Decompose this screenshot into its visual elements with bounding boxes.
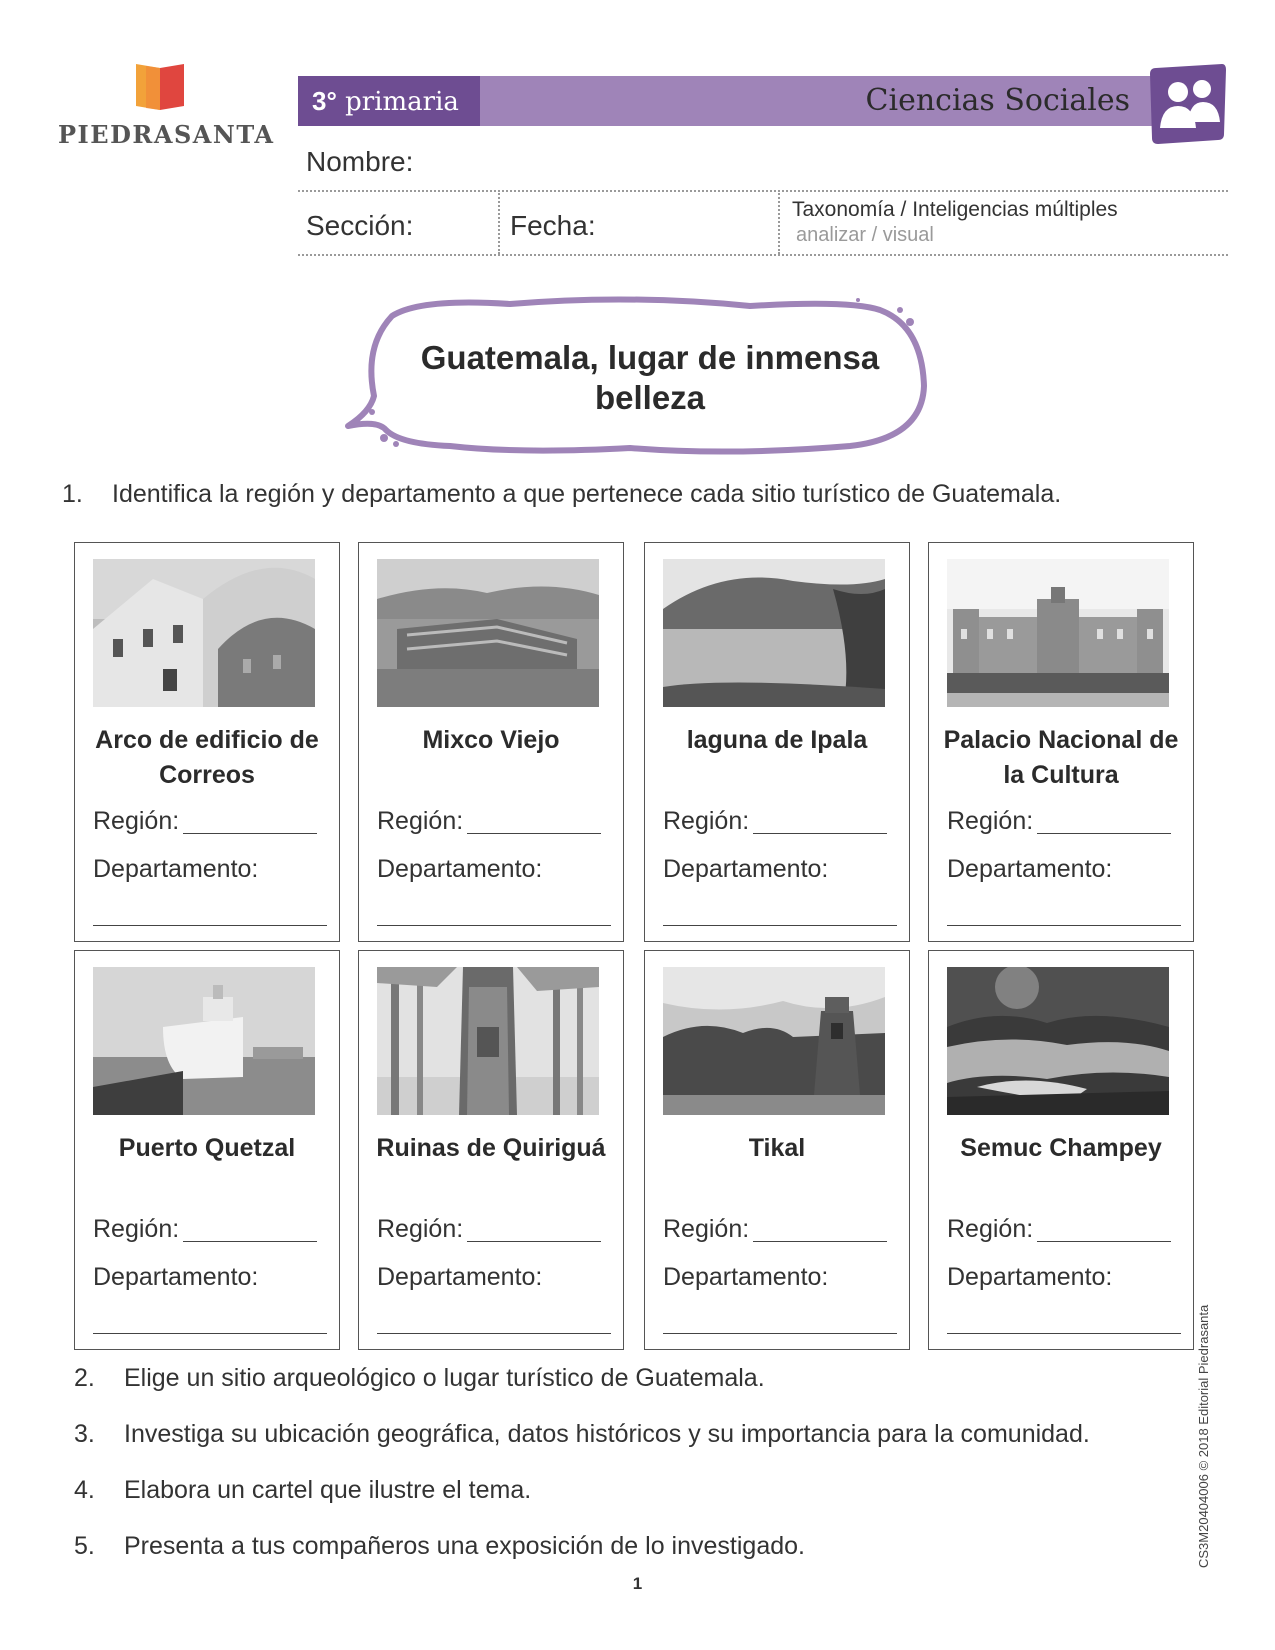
department-label: Departamento: [947,1263,1113,1291]
department-label: Departamento: [947,855,1113,883]
department-answer-line[interactable] [377,1333,611,1334]
divider [778,190,780,254]
photo-laguna-ipala [663,559,885,707]
title-line-1: Guatemala, lugar de inmensa [420,339,880,376]
region-answer-line[interactable] [1037,1241,1171,1242]
pyramid-photo-icon [663,967,885,1115]
site-card-puerto-quetzal [74,950,340,1350]
subject-title: Ciencias Sociales [865,83,1130,118]
site-card-tikal [644,950,910,1350]
brand-logo [58,60,275,150]
region-answer-line[interactable] [1037,833,1171,834]
divider [498,190,500,254]
palace-photo-icon [947,559,1169,707]
instruction-text: Presenta a tus compañeros una exposición de lo investigado. [124,1532,805,1560]
department-answer-line[interactable] [663,1333,897,1334]
site-title: Arco de edificio de Correos [95,726,319,789]
instruction-text: Elige un sitio arqueológico o lugar turístico de Guatemala. [124,1364,765,1392]
region-label: Región: [947,1215,1034,1243]
department-answer-line[interactable] [93,1333,327,1334]
people-icon [1148,62,1228,148]
department-label: Departamento: [93,855,259,883]
site-card-laguna-ipala [644,542,910,942]
department-label: Departamento: [377,1263,543,1291]
region-answer-line[interactable] [183,1241,317,1242]
site-title: Mixco Viejo [422,726,560,754]
photo-semuc-champey [947,967,1169,1115]
site-title: Semuc Champey [960,1134,1162,1162]
site-title: Tikal [748,1134,806,1162]
site-card-palacio-nacional [928,542,1194,942]
department-answer-line[interactable] [947,1333,1181,1334]
region-answer-line[interactable] [467,833,601,834]
grade-number: 3° [312,86,337,116]
region-label: Región: [663,807,750,835]
department-answer-line[interactable] [377,925,611,926]
instruction-text: Elabora un cartel que ilustre el tema. [124,1476,532,1504]
ruins-photo-icon [377,559,599,707]
region-label: Región: [93,1215,180,1243]
title-line-2: belleza [594,379,706,416]
department-label: Departamento: [663,855,829,883]
grade-label [298,76,480,126]
instruction-2 [74,1364,765,1393]
instruction-text: Identifica la región y departamento a que pertenece cada sitio turístico de Guatemala. [112,480,1062,508]
instruction-1 [62,480,1061,509]
department-answer-line[interactable] [93,925,327,926]
site-title: Palacio Nacional de la Cultura [943,726,1179,789]
department-label: Departamento: [377,855,543,883]
instruction-number: 1. [62,480,83,508]
site-card-arco-correos [74,542,340,942]
ship-photo-icon [93,967,315,1115]
region-label: Región: [947,807,1034,835]
stela-photo-icon [377,967,599,1115]
instruction-number: 3. [74,1420,95,1448]
instruction-3 [74,1420,1090,1449]
photo-mixco-viejo [377,559,599,707]
site-title: laguna de Ipala [686,726,868,754]
book-logo-icon [134,60,186,112]
taxonomy-label: Taxonomía / Inteligencias múltiples [792,198,1118,221]
instruction-text: Investiga su ubicación geográfica, datos históricos y su importancia para la comunidad. [124,1420,1090,1448]
taxonomy-value: analizar / visual [796,224,934,246]
river-photo-icon [947,967,1169,1115]
grade-text: primaria [345,87,459,117]
site-card-semuc-champey [928,950,1194,1350]
divider [298,254,1228,256]
instruction-number: 2. [74,1364,95,1392]
department-label: Departamento: [93,1263,259,1291]
photo-quirigua [377,967,599,1115]
site-card-mixco-viejo [358,542,624,942]
building-arch-photo-icon [93,559,315,707]
department-label: Departamento: [663,1263,829,1291]
page-number: 1 [632,1574,643,1593]
instruction-5 [74,1532,805,1561]
photo-palacio-nacional [947,559,1169,707]
page-title [390,338,910,418]
instruction-4 [74,1476,531,1505]
header-band [298,76,1158,126]
region-answer-line[interactable] [753,1241,887,1242]
site-title: Puerto Quetzal [118,1134,296,1162]
department-answer-line[interactable] [947,925,1181,926]
copyright-text: CS3M20404006 © 2018 Editorial Piedrasanta [1196,1304,1211,1568]
region-label: Región: [377,1215,464,1243]
region-label: Región: [377,807,464,835]
region-answer-line[interactable] [183,833,317,834]
instruction-number: 5. [74,1532,95,1560]
photo-arco-correos [93,559,315,707]
date-label: Fecha: [510,210,596,241]
department-answer-line[interactable] [663,925,897,926]
name-label: Nombre: [306,146,414,177]
divider [298,190,1228,192]
region-label: Región: [93,807,180,835]
brand-name: PIEDRASANTA [58,120,275,149]
site-title: Ruinas de Quiriguá [376,1134,606,1162]
region-label: Región: [663,1215,750,1243]
region-answer-line[interactable] [467,1241,601,1242]
lake-photo-icon [663,559,885,707]
section-label: Sección: [306,210,414,241]
instruction-number: 4. [74,1476,95,1504]
site-card-quirigua [358,950,624,1350]
photo-tikal [663,967,885,1115]
photo-puerto-quetzal [93,967,315,1115]
region-answer-line[interactable] [753,833,887,834]
